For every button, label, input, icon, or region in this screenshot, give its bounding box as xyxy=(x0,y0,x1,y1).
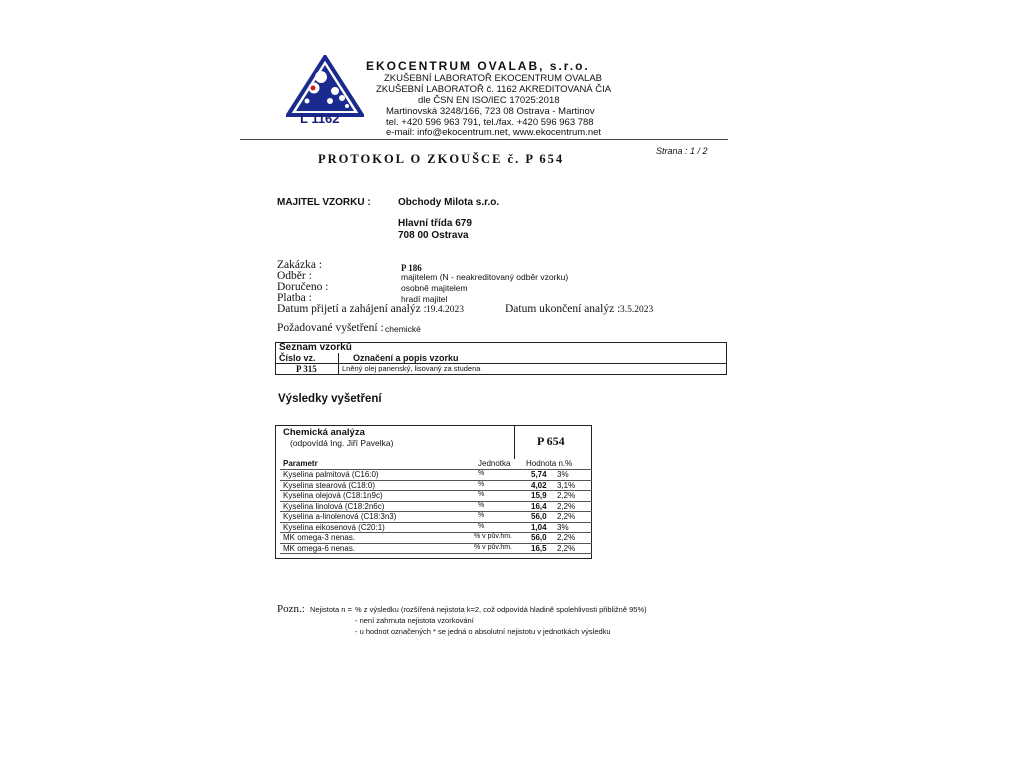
header-line: e-mail: info@ekocentrum.net, www.ekocentrum.net xyxy=(386,127,602,138)
col-sample-no: Číslo vz. xyxy=(276,353,339,364)
note-line: - u hodnot označených * se jedná o absolutní nejistotu v jednotkách výsledku xyxy=(355,627,611,636)
completed-date-label: Datum ukončení analýz : xyxy=(505,303,621,315)
header-divider xyxy=(240,139,728,140)
table-row xyxy=(280,491,592,502)
notes-prefix: Nejistota n = xyxy=(310,605,352,614)
sampling-label: Odběr : xyxy=(277,270,312,282)
param-value: 16,4 xyxy=(531,501,547,511)
table-row xyxy=(280,502,592,513)
owner-name: Obchody Milota s.r.o. xyxy=(398,197,500,208)
col-sample-desc: Označení a popis vzorku xyxy=(339,353,727,364)
param-name: Kyselina linolová (C18:2n6c) xyxy=(283,501,385,511)
results-heading: Výsledky vyšetření xyxy=(278,393,382,405)
delivered-label: Doručeno : xyxy=(277,281,329,293)
results-header-row xyxy=(280,459,592,470)
param-value: 15,9 xyxy=(531,491,547,500)
param-unit: % v pův.hm. xyxy=(474,533,512,540)
param-name: Kyselina stearová (C18:0) xyxy=(283,480,376,490)
sampling-value: majitelem (N - neakreditovaný odběr vzorku) xyxy=(401,272,569,282)
owner-city: 708 00 Ostrava xyxy=(398,230,469,241)
col-value: Hodnota n.% xyxy=(526,459,573,468)
received-date-value: 19.4.2023 xyxy=(426,305,464,315)
param-uncertainty: 3% xyxy=(557,470,569,479)
payment-value: hradí majitel xyxy=(401,294,448,304)
protocol-number: P 654 xyxy=(537,434,565,448)
param-name: Kyselina a-linolenová (C18:3n3) xyxy=(283,512,397,521)
param-name: MK omega-6 nenas. xyxy=(283,543,356,553)
owner-label: MAJITEL VZORKU : xyxy=(277,197,371,208)
notes-label: Pozn.: xyxy=(277,603,305,615)
table-row xyxy=(280,481,592,492)
protocol-title: PROTOKOL O ZKOUŠCE č. P 654 xyxy=(318,152,565,166)
param-name: Kyselina palmitová (C16:0) xyxy=(283,470,379,479)
header-line: tel. +420 596 963 791, tel./fax. +420 596 963 788 xyxy=(386,117,594,128)
responsible-person: (odpovídá Ing. Jiří Pavelka) xyxy=(290,438,394,448)
param-name: MK omega-3 nenas. xyxy=(283,533,356,542)
received-date-label: Datum přijetí a zahájení analýz : xyxy=(277,303,427,315)
param-uncertainty: 2,2% xyxy=(557,543,576,553)
param-unit: % xyxy=(478,470,485,477)
order-value: P 186 xyxy=(401,263,422,273)
delivered-value: osobně majitelem xyxy=(401,283,468,293)
table-row xyxy=(276,364,727,375)
param-value: 5,74 xyxy=(531,470,547,479)
param-value: 4,02 xyxy=(531,480,547,490)
param-name: Kyselina olejová (C18:1n9c) xyxy=(283,491,383,500)
table-row xyxy=(280,523,592,534)
requested-value: chemické xyxy=(385,324,421,334)
param-unit: % xyxy=(478,522,485,530)
param-value: 56,0 xyxy=(531,512,547,521)
param-uncertainty: 2,2% xyxy=(557,491,576,500)
sample-no: P 315 xyxy=(276,364,339,375)
header-line: ZKUŠEBNÍ LABORATOŘ EKOCENTRUM OVALAB xyxy=(384,73,603,84)
completed-date-value: 3.5.2023 xyxy=(620,305,654,315)
note-line: - není zahrnuta nejistota vzorkování xyxy=(355,616,474,625)
owner-street: Hlavní třída 679 xyxy=(398,218,472,229)
requested-label: Požadované vyšetření : xyxy=(277,322,384,334)
param-unit: % xyxy=(478,512,485,519)
note-line: % z výsledku (rozšířená nejistota k=2, což odpovídá hladině spolehlivosti přibližně 95%) xyxy=(355,605,647,614)
results-divider xyxy=(514,425,515,459)
param-value: 1,04 xyxy=(531,522,547,532)
param-unit: % v pův.hm. xyxy=(474,543,512,551)
sample-desc: Lněný olej panenský, lisovaný za studena xyxy=(342,364,481,373)
analysis-section-title: Chemická analýza xyxy=(283,427,365,438)
sample-list-title: Seznam vzorků xyxy=(279,342,352,353)
param-unit: % xyxy=(478,501,485,509)
payment-label: Platba : xyxy=(277,292,312,304)
sample-list-table xyxy=(275,342,727,375)
param-value: 16,5 xyxy=(531,543,547,553)
param-unit: % xyxy=(478,491,485,498)
table-row xyxy=(280,470,592,481)
order-label: Zakázka : xyxy=(277,259,323,271)
col-unit: Jednotka xyxy=(478,459,511,468)
accreditation-code: L 1162 xyxy=(300,111,340,126)
param-uncertainty: 2,2% xyxy=(557,512,576,521)
param-unit: % xyxy=(478,480,485,488)
param-uncertainty: 3,1% xyxy=(557,480,576,490)
header-line: Martinovská 3248/166, 723 08 Ostrava - Martinov xyxy=(386,106,595,117)
table-row xyxy=(280,544,592,555)
param-value: 56,0 xyxy=(531,533,547,542)
param-uncertainty: 2,2% xyxy=(557,501,576,511)
col-param: Parametr xyxy=(283,459,318,468)
param-uncertainty: 3% xyxy=(557,522,569,532)
table-row xyxy=(280,512,592,523)
param-name: Kyselina eikosenová (C20:1) xyxy=(283,522,385,532)
param-uncertainty: 2,2% xyxy=(557,533,576,542)
company-name: EKOCENTRUM OVALAB, s.r.o. xyxy=(366,59,590,73)
page-number: Strana : 1 / 2 xyxy=(656,146,708,156)
table-row xyxy=(280,533,592,544)
header-line: dle ČSN EN ISO/IEC 17025:2018 xyxy=(418,95,560,106)
header-line: ZKUŠEBNÍ LABORATOŘ č. 1162 AKREDITOVANÁ ČIA xyxy=(376,84,612,95)
